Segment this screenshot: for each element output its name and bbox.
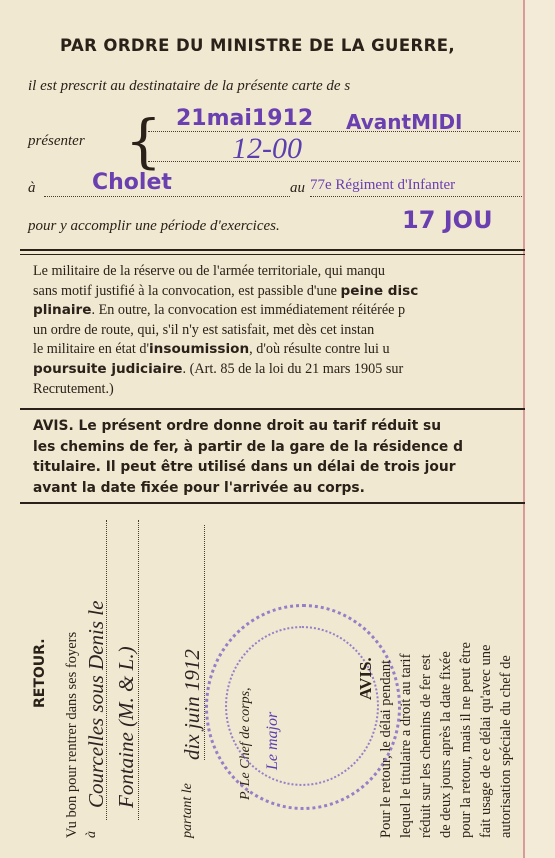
avis-line-1: AVIS. Le présent ordre donne droit au tarif réduit su	[33, 418, 442, 434]
regiment-line	[310, 196, 522, 197]
page-title: PAR ORDRE DU MINISTRE DE LA GUERRE,	[60, 36, 456, 55]
city-stamp: Cholet	[92, 170, 172, 195]
divider-bottom	[20, 502, 525, 504]
retour-avis-line-4: de deux jours après la date fixée	[438, 651, 454, 838]
date-stamp: 21mai1912	[176, 106, 314, 131]
retour-avis-line-1: Pour le retour, le délai pendant	[378, 659, 394, 838]
presenter-label: présenter	[28, 133, 85, 149]
avis-line-2: les chemins de fer, à partir de la gare de la résidence d	[33, 438, 463, 455]
time-line	[148, 161, 520, 162]
retour-avis-line-7: autorisation spéciale du chef de	[498, 655, 514, 838]
brace: {	[125, 107, 162, 175]
red-margin-rule	[523, 0, 525, 858]
a-label-retour: à	[84, 831, 99, 838]
chef-value: Le major	[264, 711, 281, 770]
partant-value: dix juin 1912	[180, 649, 204, 760]
destination-line-1: Courcelles sous Denis le	[84, 600, 108, 808]
order-intro: il est prescrit au destinataire de la présente carte de s	[28, 78, 351, 94]
notice-line-6: poursuite judiciaire. (Art. 85 de la loi du 21 mars 1905 sur	[33, 360, 404, 377]
chef-label: P. Le Chef de corps,	[238, 687, 253, 800]
a-label: à	[28, 180, 36, 196]
retour-heading: RETOUR.	[32, 638, 48, 708]
notice-line-4: un ordre de route, qui, s'il n'y est satisfait, met dès cet instan	[33, 321, 375, 338]
avis-line-3: titulaire. Il peut être utilisé dans un délai de trois jour	[33, 459, 456, 475]
notice-line-2: sans motif justifié à la convocation, est passible d'une peine disc	[33, 282, 419, 299]
retour-avis-line-5: pour la retour, mais il ne peut être	[458, 642, 474, 838]
seal-inner-ring	[225, 626, 379, 786]
divider-top-thin	[20, 254, 525, 255]
divider-middle	[20, 408, 525, 410]
notice-line-3: plinaire. En outre, la convocation est immédiatement réitérée p	[33, 302, 406, 319]
notice-paragraph	[33, 262, 523, 399]
time-stamp: AvantMIDI	[346, 110, 463, 134]
notice-line-5: le militaire en état d'insoumission, d'où résulte contre lui u	[33, 341, 390, 358]
divider-top	[20, 249, 525, 251]
destination-line-2: Fontaine (M. & L.)	[114, 646, 138, 808]
card-edge	[525, 0, 555, 858]
retour-avis-line-6: fait usage de ce délai qu'avec une	[478, 644, 494, 838]
retour-avis-line-3: réduit sur les chemins de fer est	[418, 654, 434, 838]
city-line	[44, 196, 290, 197]
notice-line-1: Le militaire de la réserve ou de l'armée territoriale, qui manqu	[33, 263, 385, 279]
vu-bon-text: Vu bon pour rentrer dans ses foyers	[64, 631, 80, 838]
regiment-stamp: 77e Régiment d'Infanter	[310, 177, 456, 193]
duration-stamp: 17 JOU	[402, 206, 493, 234]
partant-label: partant le	[180, 783, 195, 838]
avis-tarif	[33, 416, 523, 498]
period-text: pour y accomplir une période d'exercices.	[28, 218, 280, 234]
date-line	[148, 131, 520, 132]
handwritten-time: 12-00	[232, 132, 302, 165]
retour-avis-line-2: lequel le titulaire a droit au tarif	[398, 653, 414, 838]
au-label: au	[290, 180, 305, 196]
notice-line-7: Recrutement.)	[33, 380, 114, 397]
retour-avis-heading: AVIS.	[356, 657, 375, 700]
avis-line-4: avant la date fixée pour l'arrivée au corps.	[33, 479, 365, 496]
